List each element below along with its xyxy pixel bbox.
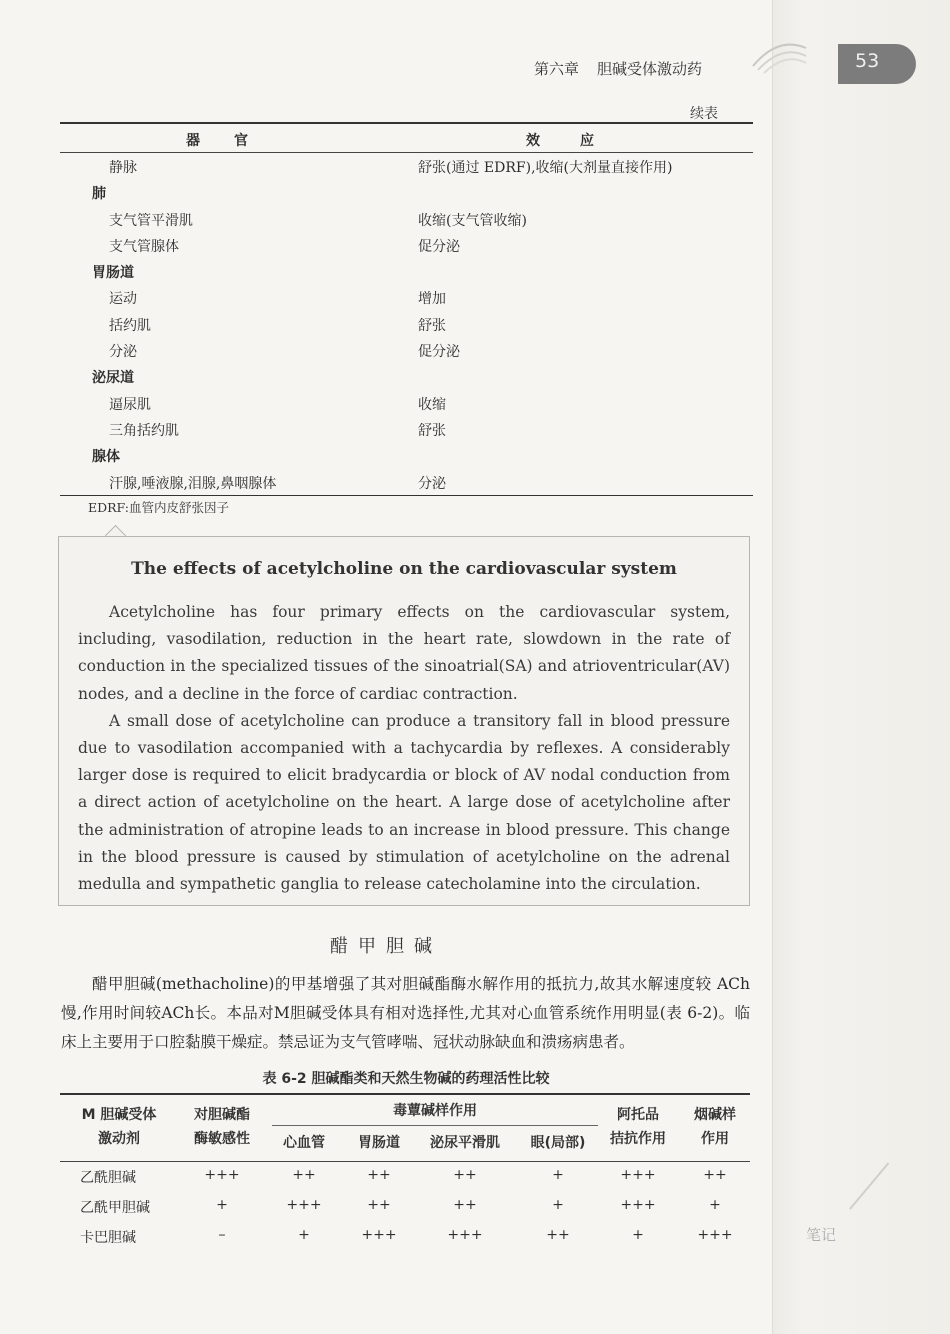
header-gi: 胃肠道 xyxy=(358,1135,400,1151)
header-span-rule xyxy=(272,1125,598,1126)
value-cell-uri: ++ xyxy=(453,1167,477,1183)
header-atropine xyxy=(600,1103,676,1151)
table-row xyxy=(60,153,753,179)
agent-name-cell: 乙酰胆碱 xyxy=(80,1170,136,1186)
table-row xyxy=(60,363,753,389)
header-atropine-line2: 拮抗作用 xyxy=(610,1131,666,1147)
table-caption: 表 6-2 胆碱酯类和天然生物碱的药理活性比较 xyxy=(262,1071,550,1087)
header-agent-line2: 激动剂 xyxy=(98,1131,140,1147)
value-cell-eye: + xyxy=(552,1197,564,1213)
pharmacology-comparison-table xyxy=(60,1093,750,1252)
table-row xyxy=(60,179,753,205)
margin-notes-label: 笔记 xyxy=(806,1226,837,1244)
table-footnote: EDRF:血管内皮舒张因子 xyxy=(88,500,229,515)
effect-cell: 促分泌 xyxy=(418,238,460,255)
page-edge xyxy=(772,0,950,1334)
section-title: 醋甲胆碱 xyxy=(330,936,442,957)
header-agent-line1: M 胆碱受体 xyxy=(81,1107,157,1123)
value-cell-eye: + xyxy=(552,1167,564,1183)
table-row xyxy=(60,311,753,337)
value-cell-sens: – xyxy=(218,1227,226,1243)
body-text xyxy=(61,970,750,1057)
organ-cell: 分泌 xyxy=(109,344,137,361)
table-row xyxy=(60,1222,750,1252)
header-atropine-line1: 阿托品 xyxy=(617,1107,659,1123)
box-title: The effects of acetylcholine on the cardiovascular system xyxy=(131,559,677,579)
table-header xyxy=(60,1093,750,1162)
effect-cell: 收缩 xyxy=(418,396,446,413)
organ-cell: 汗腺,唾液腺,泪腺,鼻咽腺体 xyxy=(109,475,277,492)
value-cell-cv: + xyxy=(298,1227,310,1243)
value-cell-uri: +++ xyxy=(447,1227,483,1243)
organ-cell: 支气管腺体 xyxy=(109,238,179,255)
table-row xyxy=(60,442,753,468)
table-row xyxy=(60,284,753,310)
header-sensitivity-line2: 酶敏感性 xyxy=(194,1131,250,1147)
table-row xyxy=(60,206,753,232)
organ-cell: 肺 xyxy=(92,186,106,203)
table-row xyxy=(60,1192,750,1222)
swirl-ornament-icon xyxy=(748,36,808,76)
table-row xyxy=(60,416,753,442)
header-agent xyxy=(60,1103,178,1151)
table-body xyxy=(60,153,753,495)
effect-cell: 舒张(通过 EDRF),收缩(大剂量直接作用) xyxy=(418,160,673,176)
header-eye: 眼(局部) xyxy=(530,1135,586,1151)
value-cell-atro: +++ xyxy=(620,1167,656,1183)
header-effect: 效应 xyxy=(526,133,634,149)
effect-cell: 促分泌 xyxy=(418,344,460,361)
value-cell-eye: ++ xyxy=(546,1227,570,1243)
organ-cell: 腺体 xyxy=(92,449,120,466)
value-cell-nic: +++ xyxy=(697,1227,733,1243)
agent-name-cell: 卡巴胆碱 xyxy=(80,1230,136,1246)
value-cell-sens: + xyxy=(216,1197,228,1213)
table-body xyxy=(60,1162,750,1252)
value-cell-gi: ++ xyxy=(367,1167,391,1183)
value-cell-gi: +++ xyxy=(361,1227,397,1243)
organ-cell: 支气管平滑肌 xyxy=(109,212,193,229)
running-header xyxy=(534,58,720,79)
organ-cell: 胃肠道 xyxy=(92,265,134,282)
header-cardiovascular: 心血管 xyxy=(283,1135,325,1151)
box-paragraph: Acetylcholine has four primary effects on the cardiovascular system, including, vasodilation, reduction in the heart rate, slowdown in the rate of conduction in the specialized tissues of the sinoatrial(SA) and atrioventricular(AV) nodes, and a decline in the force of cardiac contraction. xyxy=(78,603,730,703)
effect-cell: 增加 xyxy=(418,291,446,308)
value-cell-cv: +++ xyxy=(286,1197,322,1213)
organ-cell: 静脉 xyxy=(109,160,137,176)
table-row xyxy=(60,390,753,416)
organ-cell: 三角括约肌 xyxy=(109,422,179,439)
body-paragraph: 醋甲胆碱(methacholine)的甲基增强了其对胆碱酯酶水解作用的抵抗力,故其水解速度较 ACh慢,作用时间较ACh长。本品对M胆碱受体具有相对选择性,尤其对心血管系统作用明显(表 6-2)。临床上主要用于口腔黏膜干燥症。禁忌证为支气管哮喘、冠状动脉缺血和溃疡病患者。 xyxy=(61,975,750,1051)
header-urinary: 泌尿平滑肌 xyxy=(430,1135,500,1151)
table-row xyxy=(60,469,753,495)
chapter-number: 第六章 xyxy=(534,60,580,78)
effect-cell: 分泌 xyxy=(418,475,446,492)
effect-cell: 舒张 xyxy=(418,317,446,334)
effect-cell: 收缩(支气管收缩) xyxy=(418,212,527,229)
value-cell-nic: ++ xyxy=(703,1167,727,1183)
table-row xyxy=(60,1162,750,1192)
header-nicotinic xyxy=(680,1103,750,1151)
table-row xyxy=(60,232,753,258)
page-number: 53 xyxy=(855,50,880,72)
organ-cell: 运动 xyxy=(109,291,137,308)
header-nicotinic-line1: 烟碱样 xyxy=(694,1107,736,1123)
value-cell-sens: +++ xyxy=(204,1167,240,1183)
header-organ: 器官 xyxy=(186,133,282,149)
agent-name-cell: 乙酰甲胆碱 xyxy=(80,1200,150,1216)
organ-effect-table xyxy=(60,122,753,496)
value-cell-atro: +++ xyxy=(620,1197,656,1213)
table-continued-label: 续表 xyxy=(690,106,718,122)
header-sensitivity xyxy=(178,1103,266,1151)
value-cell-uri: ++ xyxy=(453,1197,477,1213)
header-nicotinic-line2: 作用 xyxy=(701,1131,729,1147)
table-header xyxy=(60,124,753,153)
value-cell-nic: + xyxy=(709,1197,721,1213)
value-cell-gi: ++ xyxy=(367,1197,391,1213)
effect-cell: 舒张 xyxy=(418,422,446,439)
organ-cell: 泌尿道 xyxy=(92,370,134,387)
header-muscarinic: 毒蕈碱样作用 xyxy=(393,1103,477,1119)
box-paragraph: A small dose of acetylcholine can produce a transitory fall in blood pressure due to vasodilation accompanied with a tachycardia by reflexes. A considerably larger dose is required to elicit bradycardia or block of AV nodal conduction from a direct action of acetylcholine on the heart. A large dose of acetylcholine after the administration of atropine leads to an increase in blood pressure. This change in the blood pressure is caused by stimulation of acetylcholine on the adrenal medulla and sympathetic ganglia to release catecholamine into the circulation. xyxy=(78,711,730,894)
value-cell-cv: ++ xyxy=(292,1167,316,1183)
table-row xyxy=(60,337,753,363)
organ-cell: 逼尿肌 xyxy=(109,396,151,413)
organ-cell: 括约肌 xyxy=(109,317,151,334)
english-sidebar-box xyxy=(58,536,750,906)
chapter-title: 胆碱受体激动药 xyxy=(597,60,703,78)
table-row xyxy=(60,258,753,284)
value-cell-atro: + xyxy=(632,1227,644,1243)
box-text xyxy=(78,599,730,898)
header-sensitivity-line1: 对胆碱酯 xyxy=(194,1107,250,1123)
table-bottom-rule xyxy=(60,495,753,496)
